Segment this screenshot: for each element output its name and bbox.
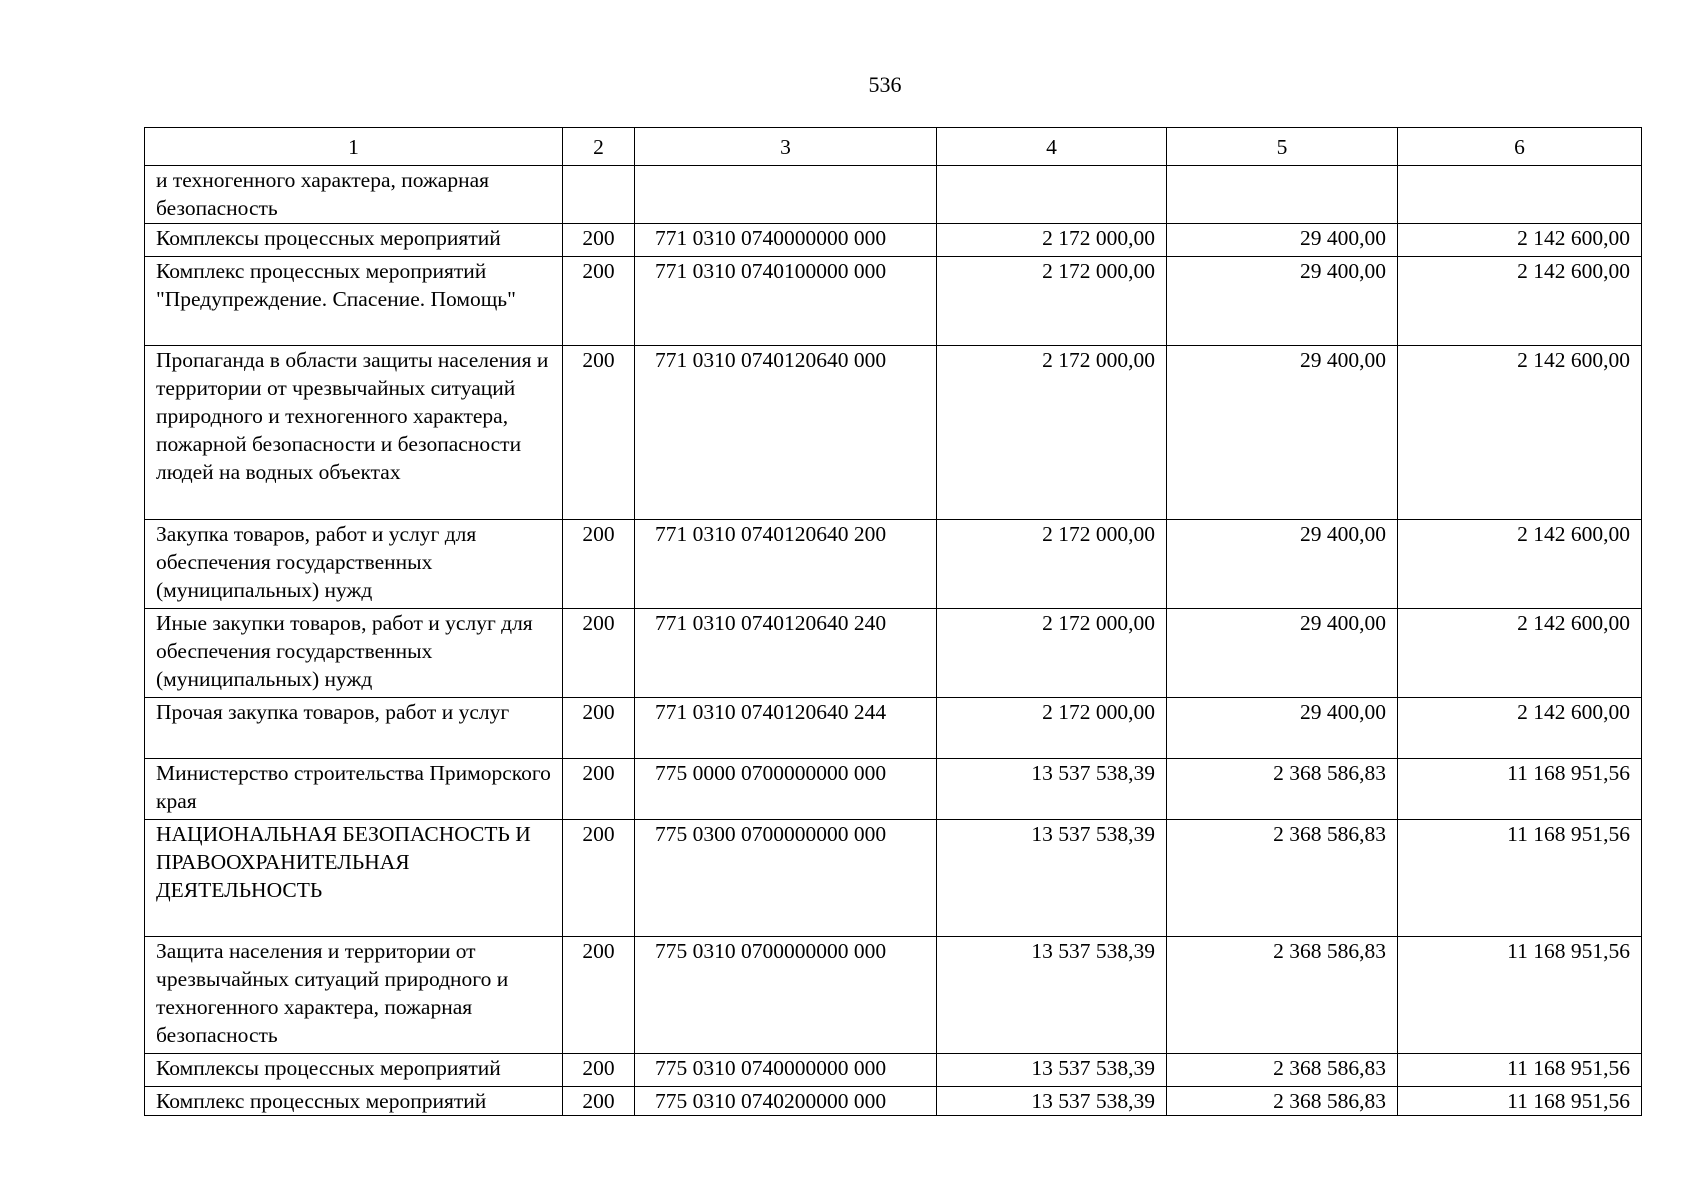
row-value-6: 2 142 600,00 <box>1398 224 1642 257</box>
row-value-5: 29 400,00 <box>1167 609 1398 698</box>
row-value-4: 2 172 000,00 <box>937 609 1167 698</box>
row-name: НАЦИОНАЛЬНАЯ БЕЗОПАСНОСТЬ И ПРАВООХРАНИТЕЛЬНАЯ ДЕЯТЕЛЬНОСТЬ <box>145 820 563 937</box>
table-row <box>145 609 1642 698</box>
table-row <box>145 1087 1642 1116</box>
row-value-6: 2 142 600,00 <box>1398 609 1642 698</box>
row-name: и техногенного характера, пожарная безопасность <box>145 166 563 224</box>
row-code: 200 <box>563 698 635 759</box>
row-name: Закупка товаров, работ и услуг для обеспечения государственных (муниципальных) нужд <box>145 520 563 609</box>
column-header-1: 1 <box>145 128 563 166</box>
table-row <box>145 759 1642 820</box>
row-value-4: 2 172 000,00 <box>937 698 1167 759</box>
table-row <box>145 937 1642 1054</box>
row-value-6: 2 142 600,00 <box>1398 698 1642 759</box>
table-row <box>145 520 1642 609</box>
row-code: 200 <box>563 609 635 698</box>
row-value-5: 29 400,00 <box>1167 346 1398 520</box>
row-code: 200 <box>563 1087 635 1116</box>
row-value-5: 2 368 586,83 <box>1167 759 1398 820</box>
budget-table <box>144 127 1642 1116</box>
row-name: Прочая закупка товаров, работ и услуг <box>145 698 563 759</box>
row-kbk: 771 0310 0740000000 000 <box>635 224 937 257</box>
row-value-5: 29 400,00 <box>1167 698 1398 759</box>
row-value-4: 2 172 000,00 <box>937 224 1167 257</box>
row-kbk: 771 0310 0740120640 240 <box>635 609 937 698</box>
table-row <box>145 698 1642 759</box>
table-row <box>145 1054 1642 1087</box>
row-value-5: 2 368 586,83 <box>1167 1087 1398 1116</box>
row-value-6: 11 168 951,56 <box>1398 1054 1642 1087</box>
row-kbk: 775 0000 0700000000 000 <box>635 759 937 820</box>
row-value-5: 2 368 586,83 <box>1167 820 1398 937</box>
row-kbk: 775 0300 0700000000 000 <box>635 820 937 937</box>
row-value-6: 2 142 600,00 <box>1398 346 1642 520</box>
row-value-4 <box>937 166 1167 224</box>
row-name: Иные закупки товаров, работ и услуг для обеспечения государственных (муниципальных) нужд <box>145 609 563 698</box>
row-value-5 <box>1167 166 1398 224</box>
row-value-4: 13 537 538,39 <box>937 937 1167 1054</box>
row-value-6: 11 168 951,56 <box>1398 1087 1642 1116</box>
row-name: Комплексы процессных мероприятий <box>145 1054 563 1087</box>
row-name: Министерство строительства Приморского края <box>145 759 563 820</box>
table-header-row <box>145 128 1642 166</box>
row-value-6 <box>1398 166 1642 224</box>
row-code: 200 <box>563 224 635 257</box>
row-name: Комплекс процессных мероприятий <box>145 1087 563 1116</box>
row-value-4: 2 172 000,00 <box>937 520 1167 609</box>
row-code: 200 <box>563 759 635 820</box>
table-row <box>145 346 1642 520</box>
row-value-4: 13 537 538,39 <box>937 759 1167 820</box>
column-header-6: 6 <box>1398 128 1642 166</box>
column-header-5: 5 <box>1167 128 1398 166</box>
table-row <box>145 257 1642 346</box>
row-value-6: 11 168 951,56 <box>1398 820 1642 937</box>
row-code: 200 <box>563 937 635 1054</box>
row-value-6: 2 142 600,00 <box>1398 520 1642 609</box>
table-row <box>145 166 1642 224</box>
page-number: 536 <box>868 72 902 97</box>
row-value-4: 13 537 538,39 <box>937 1054 1167 1087</box>
row-kbk: 771 0310 0740120640 244 <box>635 698 937 759</box>
row-value-6: 2 142 600,00 <box>1398 257 1642 346</box>
row-value-5: 29 400,00 <box>1167 520 1398 609</box>
row-code: 200 <box>563 346 635 520</box>
row-name: Комплексы процессных мероприятий <box>145 224 563 257</box>
column-header-3: 3 <box>635 128 937 166</box>
row-value-5: 2 368 586,83 <box>1167 1054 1398 1087</box>
row-value-6: 11 168 951,56 <box>1398 759 1642 820</box>
row-value-4: 2 172 000,00 <box>937 346 1167 520</box>
row-value-4: 13 537 538,39 <box>937 1087 1167 1116</box>
row-kbk: 775 0310 0700000000 000 <box>635 937 937 1054</box>
column-header-2: 2 <box>563 128 635 166</box>
row-kbk: 775 0310 0740000000 000 <box>635 1054 937 1087</box>
row-value-5: 29 400,00 <box>1167 257 1398 346</box>
row-code <box>563 166 635 224</box>
row-value-4: 2 172 000,00 <box>937 257 1167 346</box>
row-kbk: 771 0310 0740100000 000 <box>635 257 937 346</box>
row-kbk: 771 0310 0740120640 000 <box>635 346 937 520</box>
table-row <box>145 224 1642 257</box>
row-kbk: 771 0310 0740120640 200 <box>635 520 937 609</box>
column-header-4: 4 <box>937 128 1167 166</box>
row-name: Пропаганда в области защиты населения и территории от чрезвычайных ситуаций природного и техногенного характера, пожарной безопасности и безопасности людей на водных объектах <box>145 346 563 520</box>
row-kbk <box>635 166 937 224</box>
row-value-4: 13 537 538,39 <box>937 820 1167 937</box>
row-name: Защита населения и территории от чрезвычайных ситуаций природного и техногенного характера, пожарная безопасность <box>145 937 563 1054</box>
row-code: 200 <box>563 520 635 609</box>
table-row <box>145 820 1642 937</box>
row-value-5: 2 368 586,83 <box>1167 937 1398 1054</box>
row-value-6: 11 168 951,56 <box>1398 937 1642 1054</box>
row-kbk: 775 0310 0740200000 000 <box>635 1087 937 1116</box>
row-code: 200 <box>563 820 635 937</box>
row-code: 200 <box>563 1054 635 1087</box>
row-value-5: 29 400,00 <box>1167 224 1398 257</box>
row-name: Комплекс процессных мероприятий "Предупреждение. Спасение. Помощь" <box>145 257 563 346</box>
row-code: 200 <box>563 257 635 346</box>
